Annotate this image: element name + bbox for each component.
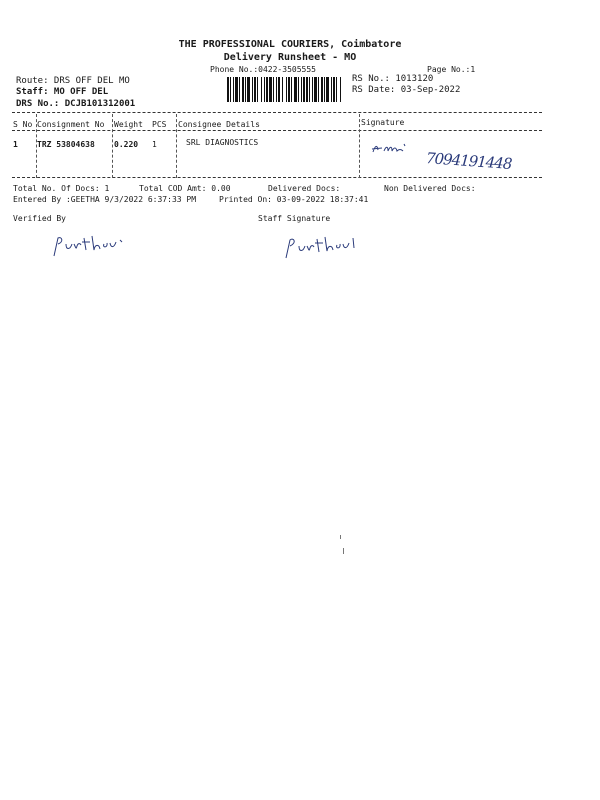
page-number: Page No.:1 — [427, 65, 476, 74]
rs-date: RS Date: 03-Sep-2022 — [352, 85, 461, 95]
verified-by-signature — [50, 230, 140, 260]
barcode-bar — [314, 77, 317, 102]
column-divider — [176, 114, 177, 178]
column-divider — [112, 114, 113, 178]
staff-signature-label: Staff Signature — [258, 214, 331, 223]
barcode-bar — [288, 77, 290, 102]
barcode-bar — [301, 77, 302, 102]
non-delivered-docs: Non Delivered Docs: — [384, 184, 476, 193]
barcode-bar — [294, 77, 297, 102]
barcode-bar — [309, 77, 310, 102]
column-header-pcs: PCS — [152, 120, 167, 129]
column-header-consignment: Consignment No — [37, 120, 105, 129]
table-bottom-rule — [12, 177, 542, 178]
handwritten-phone-number: 7094191448 — [425, 149, 512, 173]
entered-by: Entered By :GEETHA 9/3/2022 6:37:33 PM — [13, 195, 197, 204]
row-pcs: 1 — [152, 140, 157, 149]
column-header-weight: Weight — [114, 120, 143, 129]
barcode-bar — [239, 77, 240, 102]
barcode-bar — [257, 77, 258, 102]
barcode-bar — [278, 77, 280, 102]
barcode-bar — [252, 77, 253, 102]
column-header-consignee: Consignee Details — [178, 120, 260, 129]
row-consignee: SRL DIAGNOSTICS — [186, 138, 259, 147]
staff-info: Staff: MO OFF DEL — [16, 87, 109, 97]
row-weight: 0.220 — [114, 140, 139, 149]
barcode-bar — [331, 77, 332, 102]
route-info: Route: DRS OFF DEL MO — [16, 76, 130, 86]
barcode-bar — [318, 77, 319, 102]
delivered-docs: Delivered Docs: — [268, 184, 341, 193]
barcode-bar — [306, 77, 308, 102]
scan-speck — [340, 535, 341, 539]
barcode-bar — [230, 77, 231, 102]
barcode-bar — [282, 77, 283, 102]
barcode-bar — [227, 77, 229, 102]
barcode-bar — [298, 77, 299, 102]
barcode-bar — [261, 77, 262, 102]
barcode-bar — [340, 77, 341, 102]
drs-number: DRS No.: DCJB101312001 — [16, 99, 136, 109]
total-docs: Total No. Of Docs: 1 — [13, 184, 110, 193]
barcode-bar — [242, 77, 244, 102]
barcode-bar — [247, 77, 250, 102]
column-header-signature: Signature — [361, 118, 405, 127]
handwritten-signature — [370, 140, 414, 160]
staff-signature — [282, 230, 372, 260]
barcode-bar — [276, 77, 277, 102]
barcode-bar — [312, 77, 313, 102]
barcode-bar — [273, 77, 274, 102]
barcode-bar — [321, 77, 323, 102]
table-top-rule — [12, 112, 542, 113]
company-name: THE PROFESSIONAL COURIERS, Coimbatore — [178, 39, 402, 50]
barcode-bar — [266, 77, 268, 102]
barcode-bar — [326, 77, 329, 102]
barcode-bar — [303, 77, 305, 102]
barcode-bar — [254, 77, 256, 102]
column-divider — [359, 114, 360, 178]
column-header-sno: S No — [13, 120, 33, 129]
row-consignment-no: TRZ 53804638 — [37, 140, 95, 149]
row-sno: 1 — [13, 140, 18, 149]
total-cod-amount: Total COD Amt: 0.00 — [139, 184, 231, 193]
table-header-rule — [12, 130, 542, 131]
barcode — [227, 77, 343, 102]
barcode-bar — [233, 77, 234, 102]
barcode-bar — [324, 77, 325, 102]
barcode-bar — [286, 77, 287, 102]
barcode-bar — [245, 77, 246, 102]
phone-number: Phone No.:0422-3505555 — [210, 65, 316, 74]
barcode-bar — [235, 77, 238, 102]
barcode-bar — [269, 77, 272, 102]
barcode-bar — [336, 77, 337, 102]
barcode-bar — [291, 77, 292, 102]
barcode-bar — [264, 77, 265, 102]
printed-on: Printed On: 03-09-2022 18:37:41 — [219, 195, 369, 204]
scan-speck — [343, 548, 344, 554]
verified-by-label: Verified By — [13, 214, 66, 223]
rs-number: RS No.: 1013120 — [352, 74, 434, 84]
barcode-bar — [333, 77, 335, 102]
document-title: Delivery Runsheet - MO — [223, 52, 357, 63]
